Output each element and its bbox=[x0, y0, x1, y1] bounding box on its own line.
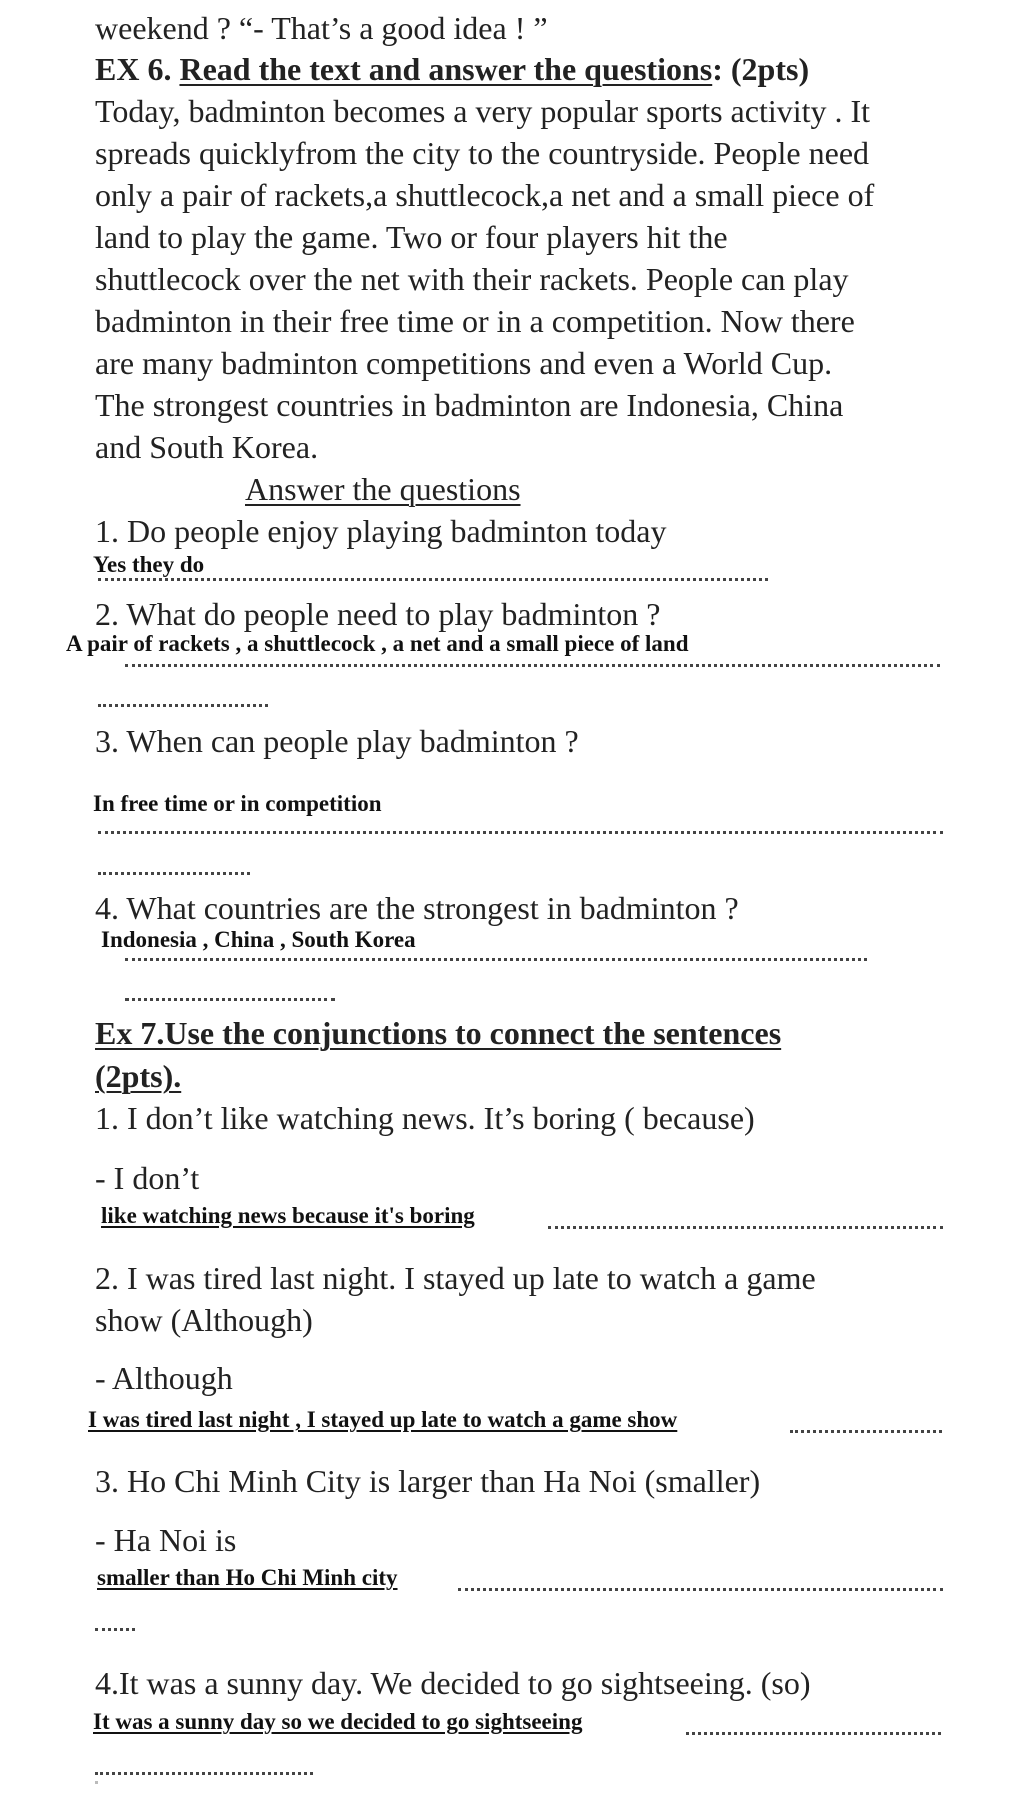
ex7-question-2: 2. I was tired last night. I stayed up late to watch a game bbox=[95, 1260, 816, 1296]
answer-3: In free time or in competition bbox=[93, 791, 382, 816]
ex7-question-3: 3. Ho Chi Minh City is larger than Ha Noi (smaller) bbox=[95, 1463, 761, 1499]
ex7-answer-4: It was a sunny day so we decided to go sightseeing bbox=[93, 1709, 583, 1734]
passage-line: and South Korea. bbox=[95, 429, 319, 465]
ex7-question-2-continued: show (Although) bbox=[95, 1302, 313, 1338]
passage-line: The strongest countries in badminton are Indonesia, China bbox=[95, 387, 844, 423]
question-2: 2. What do people need to play badminton ? bbox=[95, 596, 661, 632]
answer-2: A pair of rackets , a shuttlecock , a net and a small piece of land bbox=[66, 631, 689, 656]
ex7-prompt-3: - Ha Noi is bbox=[95, 1522, 237, 1558]
ex7-heading: Ex 7.Use the conjunctions to connect the sentences bbox=[95, 1015, 782, 1051]
passage-line: only a pair of rackets,a shuttlecock,a net and a small piece of bbox=[95, 177, 875, 213]
ex7-answer-2: I was tired last night , I stayed up late to watch a game show bbox=[88, 1407, 678, 1432]
previous-exercise-line: weekend ? “- That’s a good idea ! ” bbox=[95, 10, 548, 46]
ex6-label: EX 6. bbox=[95, 51, 172, 87]
ex7-prompt-2: - Although bbox=[95, 1360, 233, 1396]
answer-line bbox=[95, 1772, 313, 1775]
answer-line bbox=[790, 1430, 942, 1433]
answer-line bbox=[458, 1588, 943, 1591]
passage-line: Today, badminton becomes a very popular sports activity . It bbox=[95, 93, 871, 129]
answer-line bbox=[98, 578, 768, 581]
answer-line bbox=[98, 831, 943, 834]
ex6-colon: : bbox=[712, 51, 723, 87]
ex7-question-1: 1. I don’t like watching news. It’s boring ( because) bbox=[95, 1100, 755, 1136]
answer-line bbox=[95, 1628, 135, 1631]
answer-4: Indonesia , China , South Korea bbox=[101, 927, 416, 952]
passage-line: land to play the game. Two or four players hit the bbox=[95, 219, 728, 255]
question-4: 4. What countries are the strongest in badminton ? bbox=[95, 890, 739, 926]
answer-subheading: Answer the questions bbox=[245, 471, 521, 507]
passage-line: spreads quicklyfrom the city to the countryside. People need bbox=[95, 135, 870, 171]
passage-line: are many badminton competitions and even a World Cup. bbox=[95, 345, 833, 381]
answer-1: Yes they do bbox=[93, 552, 205, 577]
answer-line bbox=[98, 704, 268, 707]
question-1: 1. Do people enjoy playing badminton today bbox=[95, 513, 667, 549]
ex6-points: (2pts) bbox=[730, 51, 810, 87]
passage-line: shuttlecock over the net with their rackets. People can play bbox=[95, 261, 849, 297]
answer-line bbox=[686, 1732, 941, 1735]
question-3: 3. When can people play badminton ? bbox=[95, 723, 579, 759]
ex7-prompt-1: - I don’t bbox=[95, 1160, 200, 1196]
page-speck bbox=[95, 1781, 98, 1784]
ex6-heading bbox=[95, 53, 809, 85]
answer-line bbox=[98, 872, 250, 875]
ex6-title: Read the text and answer the questions bbox=[179, 51, 713, 87]
ex7-answer-1: like watching news because it's boring bbox=[101, 1203, 475, 1228]
ex7-points: (2pts). bbox=[95, 1058, 182, 1094]
passage-line: badminton in their free time or in a competition. Now there bbox=[95, 303, 855, 339]
answer-line bbox=[548, 1226, 943, 1229]
answer-line bbox=[125, 664, 940, 667]
answer-line bbox=[125, 958, 867, 961]
ex7-question-4: 4.It was a sunny day. We decided to go sightseeing. (so) bbox=[95, 1665, 811, 1701]
answer-line bbox=[125, 998, 335, 1001]
ex7-answer-3: smaller than Ho Chi Minh city bbox=[97, 1565, 398, 1590]
